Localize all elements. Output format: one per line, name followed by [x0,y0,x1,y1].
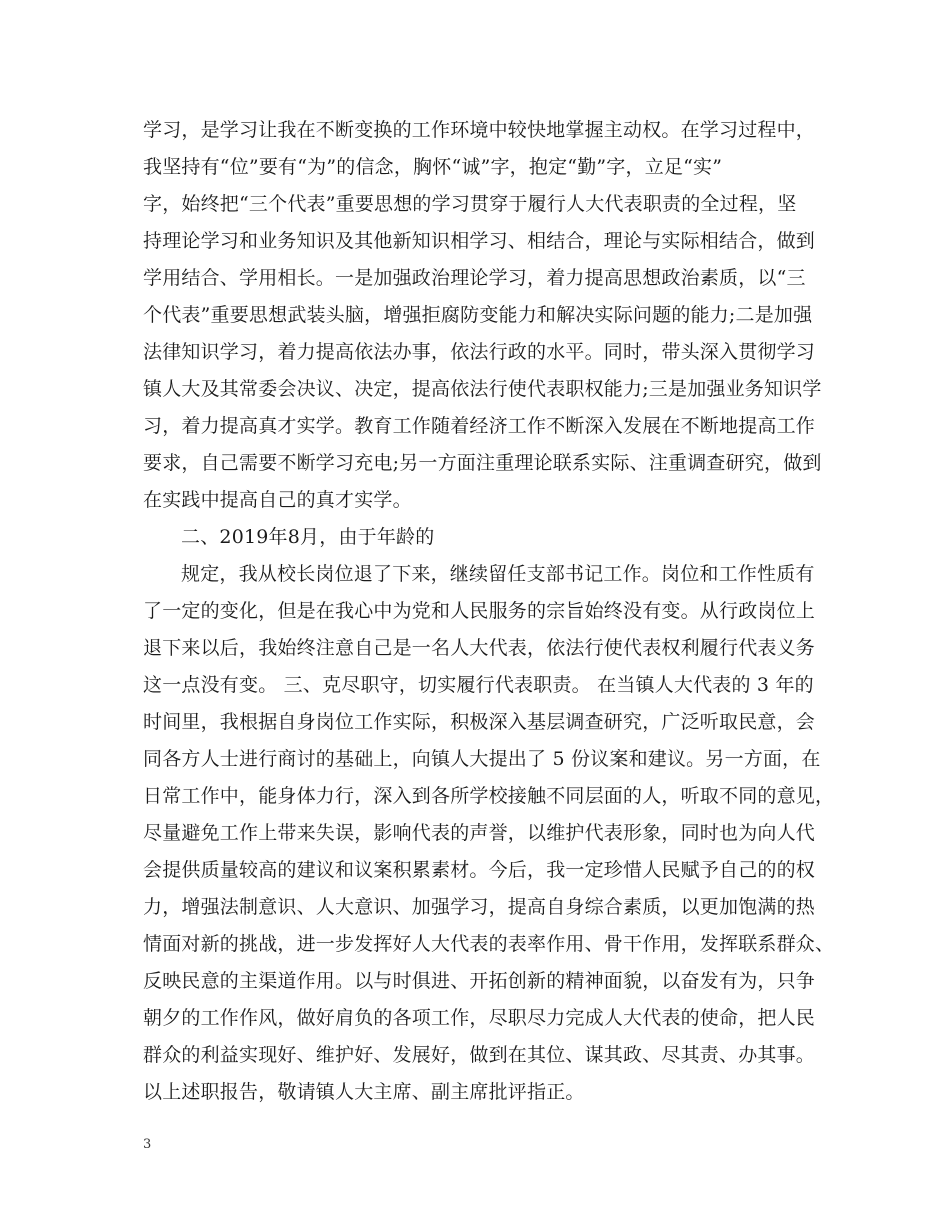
body-text-line: 退下来以后，我始终注意自己是一名人大代表，依法行使代表权利履行代表义务 [143,637,816,659]
body-text-line: 学习，是学习让我在不断变换的工作环境中较快地掌握主动权。在学习过程中， [143,119,816,141]
body-text-line: 这一点没有变。 三、克尽职守，切实履行代表职责。 在当镇人大代表的 3 年的 [143,674,814,696]
body-text-line: 要求，自己需要不断学习充电;另一方面注重理论联系实际、注重调查研究，做到 [143,452,822,474]
body-text-line: 我坚持有“位”要有“为”的信念，胸怀“诚”字，抱定“勤”字，立足“实” [143,156,723,178]
body-text-line: 学用结合、学用相长。一是加强政治理论学习，着力提高思想政治素质，以“三 [143,267,806,289]
body-text-line: 了一定的变化，但是在我心中为党和人民服务的宗旨始终没有变。从行政岗位上 [143,600,816,622]
body-text-line: 力，增强法制意识、人大意识、加强学习，提高自身综合素质，以更加饱满的热 [143,896,816,918]
body-text-line: 镇人大及其常委会决议、决定，提高依法行使代表职权能力;三是加强业务知识学 [143,378,822,400]
section-heading-line: 二、2019年8月，由于年龄的 [181,526,435,548]
body-text-line: 在实践中提高自己的真才实学。 [143,489,412,511]
body-text-line: 时间里，我根据自身岗位工作实际，积极深入基层调查研究，广泛听取民意，会 [143,711,816,733]
body-text-line: 个代表”重要思想武装头脑，增强拒腐防变能力和解决实际问题的能力;二是加强 [143,304,813,326]
body-text-line: 持理论学习和业务知识及其他新知识相学习、相结合，理论与实际相结合，做到 [143,230,816,252]
body-text-line: 情面对新的挑战，进一步发挥好人大代表的表率作用、骨干作用，发挥联系群众、 [143,933,835,955]
body-text-line: 以上述职报告，敬请镇人大主席、副主席批评指正。 [143,1081,585,1103]
body-text-line: 反映民意的主渠道作用。以与时俱进、开拓创新的精神面貌，以奋发有为，只争 [143,970,816,992]
paragraph-first-line: 规定，我从校长岗位退了下来，继续留任支部书记工作。岗位和工作性质有 [181,563,815,585]
body-text-line: 会提供质量较高的建议和议案积累素材。今后，我一定珍惜人民赋予自己的的权 [143,859,816,881]
body-text-line: 习，着力提高真才实学。教育工作随着经济工作不断深入发展在不断地提高工作 [143,415,816,437]
body-text-line: 同各方人士进行商讨的基础上，向镇人大提出了 5 份议案和建议。另一方面，在 [143,748,821,770]
body-text-line: 群众的利益实现好、维护好、发展好，做到在其位、谋其政、尽其责、办其事。 [143,1044,816,1066]
body-text-line: 字，始终把“三个代表”重要思想的学习贯穿于履行人大代表职责的全过程，坚 [143,193,797,215]
body-text-line: 尽量避免工作上带来失误，影响代表的声誉，以维护代表形象，同时也为向人代 [143,822,816,844]
page-number: 3 [143,1137,152,1152]
body-text-line: 日常工作中，能身体力行，深入到各所学校接触不同层面的人，听取不同的意见， [143,785,835,807]
body-text-line: 法律知识学习，着力提高依法办事，依法行政的水平。同时，带头深入贯彻学习 [143,341,816,363]
body-text-line: 朝夕的工作作风，做好肩负的各项工作，尽职尽力完成人大代表的使命，把人民 [143,1007,816,1029]
